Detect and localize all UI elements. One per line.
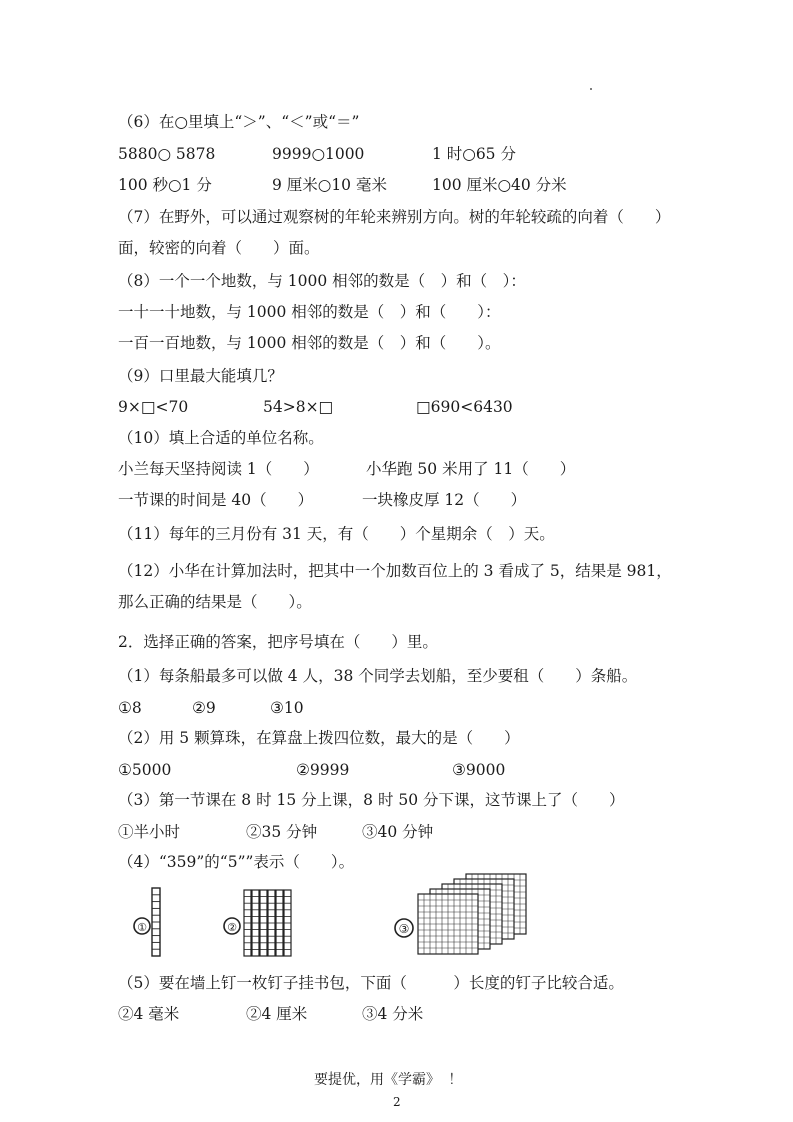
q7-line-1: （7）在野外，可以通过观察树的年轮来辨别方向。树的年轮较疏的向着（ ） bbox=[118, 208, 671, 226]
choice-2-option-1: ①5000 bbox=[118, 761, 172, 779]
q8-line-1: （8）一个一个地数，与 1000 相邻的数是（ ）和（ ）： bbox=[118, 272, 526, 290]
choice-3-option-3: ③40 分钟 bbox=[362, 823, 434, 841]
q12-line-2: 那么正确的结果是（ ）。 bbox=[118, 593, 312, 611]
q7-line-2: 面，较密的向着（ ）面。 bbox=[118, 239, 320, 257]
base-ten-blocks-figure bbox=[120, 870, 540, 962]
q6-item-f: 100 厘米○40 分米 bbox=[432, 176, 567, 194]
choice-5-option-3: ③4 分米 bbox=[362, 1005, 424, 1023]
choice-1-option-2: ②9 bbox=[192, 699, 216, 717]
figure-label-3: ③ bbox=[398, 922, 410, 936]
q10-item-d: 一块橡皮厚 12（ ） bbox=[362, 491, 527, 509]
option-3-flats bbox=[395, 874, 526, 954]
choice-1-question: （1）每条船最多可以做 4 人，38 个同学去划船，至少要租（ ）条船。 bbox=[118, 667, 638, 685]
choice-3-option-2: ②35 分钟 bbox=[246, 823, 318, 841]
corner-dot bbox=[590, 88, 592, 90]
q6-item-a: 5880○ 5878 bbox=[118, 145, 216, 163]
q6-item-d: 100 秒○1 分 bbox=[118, 176, 212, 194]
option-1-rod bbox=[134, 888, 160, 956]
q10-title: （10）填上合适的单位名称。 bbox=[118, 429, 324, 447]
choice-4-question: （4）“359”的“5””表示（ ）。 bbox=[118, 853, 355, 871]
choice-5-option-1: ②4 毫米 bbox=[118, 1005, 180, 1023]
option-2-rods bbox=[224, 890, 291, 956]
choice-3-question: （3）第一节课在 8 时 15 分上课，8 时 50 分下课，这节课上了（ ） bbox=[118, 791, 625, 809]
footer-slogan: 要提优，用《学霸》 ！ bbox=[314, 1072, 463, 1088]
choice-5-question: （5）要在墙上钉一枚钉子挂书包，下面（ ）长度的钉子比较合适。 bbox=[118, 974, 624, 992]
q11: （11）每年的三月份有 31 天，有（ ）个星期余（ ）天。 bbox=[118, 525, 555, 543]
figure-label-1: ① bbox=[137, 921, 147, 934]
q6-title: （6）在○里填上“＞”、“＜”或“＝” bbox=[118, 113, 360, 131]
choice-2-question: （2）用 5 颗算珠，在算盘上拨四位数，最大的是（ ） bbox=[118, 729, 520, 747]
q6-item-c: 1 时○65 分 bbox=[432, 145, 516, 163]
choice-2-option-2: ②9999 bbox=[296, 761, 350, 779]
q9-item-b: 54>8×□ bbox=[263, 398, 334, 416]
q10-item-a: 小兰每天坚持阅读 1（ ） bbox=[118, 460, 319, 478]
choice-1-option-1: ①8 bbox=[118, 699, 142, 717]
figure-label-2: ② bbox=[227, 921, 237, 934]
q8-line-2: 一十一十地数，与 1000 相邻的数是（ ）和（ ）： bbox=[118, 303, 501, 321]
q10-item-b: 小华跑 50 米用了 11（ ） bbox=[366, 460, 576, 478]
q9-item-c: □690<6430 bbox=[416, 398, 513, 416]
q6-item-b: 9999○1000 bbox=[272, 145, 365, 163]
choice-5-option-2: ②4 厘米 bbox=[246, 1005, 308, 1023]
choice-1-option-3: ③10 bbox=[270, 699, 304, 717]
q9-title: （9）口里最大能填几？ bbox=[118, 367, 283, 385]
page-number: 2 bbox=[393, 1095, 401, 1109]
section-2-title: 2．选择正确的答案，把序号填在（ ）里。 bbox=[118, 633, 438, 651]
q10-item-c: 一节课的时间是 40（ ） bbox=[118, 491, 314, 509]
q9-item-a: 9×□<70 bbox=[118, 398, 189, 416]
choice-3-option-1: ①半小时 bbox=[118, 823, 181, 841]
q8-line-3: 一百一百地数，与 1000 相邻的数是（ ）和（ ）。 bbox=[118, 334, 501, 352]
q12-line-1: （12）小华在计算加法时，把其中一个加数百位上的 3 看成了 5，结果是 981， bbox=[118, 562, 672, 580]
q6-item-e: 9 厘米○10 毫米 bbox=[272, 176, 387, 194]
choice-2-option-3: ③9000 bbox=[452, 761, 506, 779]
